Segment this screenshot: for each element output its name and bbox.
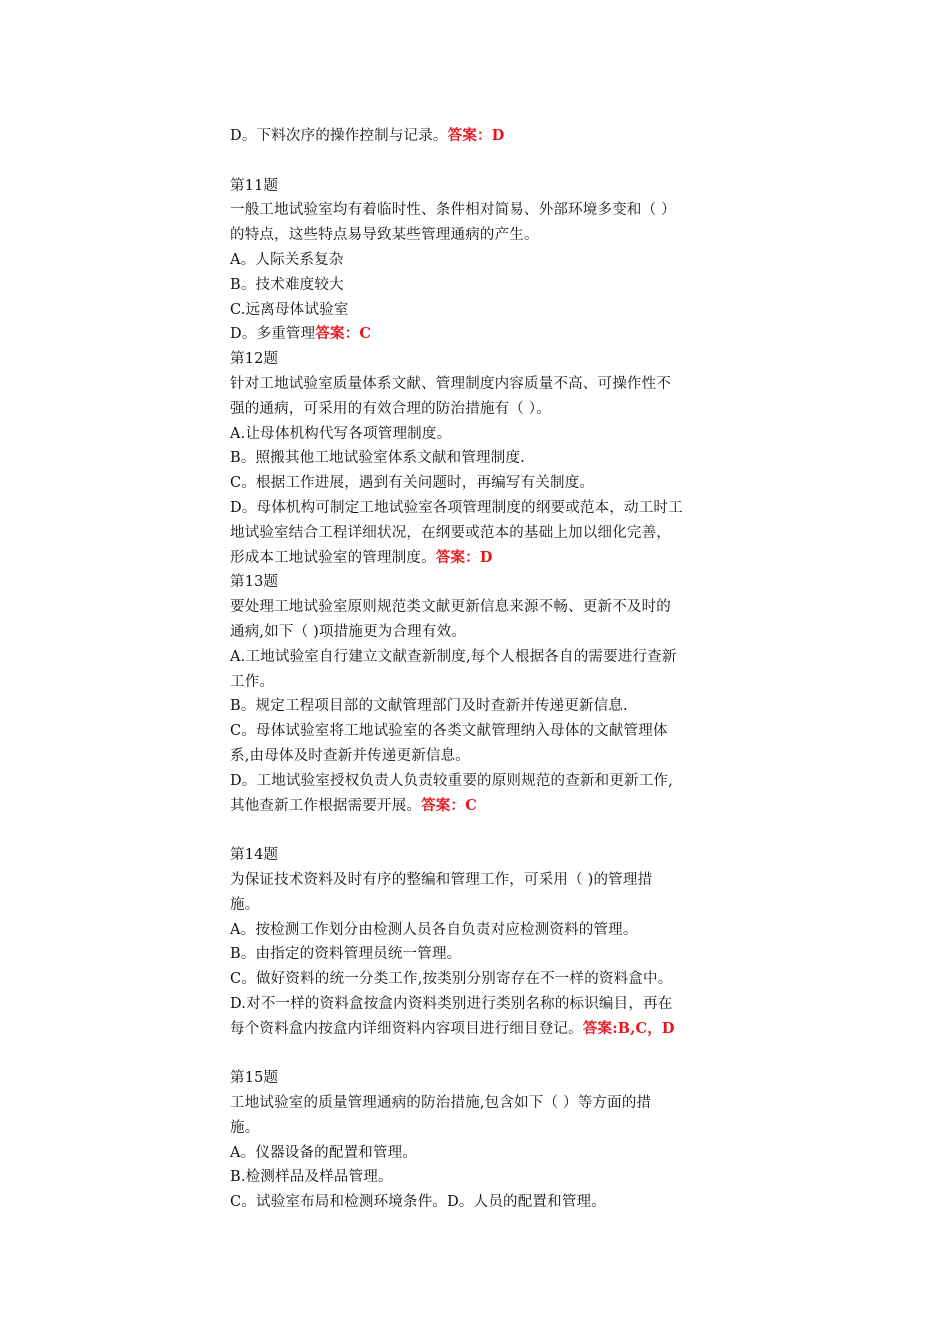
- line-text: 其他查新工作根据需要开展。: [230, 797, 422, 814]
- line-text: B.检测样品及样品管理。: [230, 1169, 393, 1186]
- text-line: [230, 471, 730, 496]
- text-line: [230, 570, 730, 595]
- text-line: [230, 893, 730, 918]
- answer-label: 答案：C: [421, 796, 477, 814]
- text-line: [230, 769, 730, 794]
- text-line: [230, 446, 730, 471]
- text-line: [230, 918, 730, 943]
- text-line: [230, 744, 730, 769]
- text-line: [230, 322, 730, 347]
- text-line: [230, 794, 730, 819]
- line-text: D。母体机构可制定工地试验室各项管理制度的纲要或范本，动工时工: [230, 499, 683, 516]
- answer-label: 答案：C: [315, 325, 372, 343]
- line-text: C。根据工作进展，遇到有关问题时，再编写有关制度。: [230, 475, 595, 492]
- text-line: [230, 620, 730, 645]
- line-text: B。规定工程项目部的文献管理部门及时查新并传递更新信息.: [230, 698, 628, 715]
- text-line: [230, 868, 730, 893]
- line-text: A。仪器设备的配置和管理。: [230, 1144, 418, 1161]
- document-page: [230, 124, 730, 1215]
- line-text: C。母体试验室将工地试验室的各类文献管理纳入母体的文献管理体: [230, 723, 668, 740]
- line-text: A.工地试验室自行建立文献查新制度,每个人根据各自的需要进行查新: [230, 648, 677, 665]
- text-line: [230, 198, 730, 223]
- line-text: 形成本工地试验室的管理制度。: [230, 549, 436, 566]
- text-line: [230, 1141, 730, 1166]
- text-line: [230, 843, 730, 868]
- line-text: D。多重管理: [230, 326, 316, 343]
- line-text: A。按检测工作划分由检测人员各自负责对应检测资料的管理。: [230, 921, 638, 938]
- text-line: [230, 496, 730, 521]
- answer-label: 答案:B,C，D: [582, 1019, 675, 1037]
- line-text: 施。: [230, 896, 260, 913]
- line-text: 强的通病，可采用的有效合理的防治措施有（ ）。: [230, 400, 551, 417]
- text-line: [230, 248, 730, 273]
- text-line: [230, 694, 730, 719]
- line-text: 要处理工地试验室原则规范类文献更新信息来源不畅、更新不及时的: [230, 599, 671, 616]
- text-line: [230, 546, 730, 571]
- line-text: 工地试验室的质量管理通病的防治措施,包含如下（ ）等方面的措: [230, 1095, 652, 1112]
- line-text: A。人际关系复杂: [230, 251, 344, 268]
- line-text: 一般工地试验室均有着临时性、条件相对简易、外部环境多变和（ ）: [230, 202, 676, 219]
- text-line: [230, 372, 730, 397]
- text-line: [230, 595, 730, 620]
- text-line: [230, 521, 730, 546]
- text-line: [230, 422, 730, 447]
- line-text: 系,由母体及时查新并传递更新信息。: [230, 747, 471, 764]
- line-text: C.远离母体试验室: [230, 301, 349, 318]
- line-text: 针对工地试验室质量体系文献、管理制度内容质量不高、可操作性不: [230, 375, 671, 392]
- line-text: 第15题: [230, 1070, 279, 1087]
- blank-line: [230, 1041, 730, 1066]
- text-line: [230, 1066, 730, 1091]
- line-text: 通病,如下（ )项措施更为合理有效。: [230, 623, 466, 640]
- line-text: D。下料次序的操作控制与记录。: [230, 128, 448, 144]
- line-text: 第12题: [230, 351, 279, 368]
- text-line: [230, 1017, 730, 1042]
- line-text: D.对不一样的资料盒按盒内资料类别进行类别名称的标识编目，再在: [230, 995, 673, 1012]
- text-line: [230, 1165, 730, 1190]
- text-line: [230, 1091, 730, 1116]
- text-line: [230, 967, 730, 992]
- line-text: C。试验室布局和检测环境条件。D。人员的配置和管理。: [230, 1194, 606, 1211]
- line-text: D。工地试验室授权负责人负责较重要的原则规范的查新和更新工作,: [230, 772, 673, 789]
- line-text: 第11题: [230, 177, 279, 194]
- text-line: [230, 1190, 730, 1215]
- text-line: [230, 124, 730, 149]
- line-text: 施。: [230, 1119, 260, 1136]
- line-text: 第13题: [230, 574, 279, 591]
- text-line: [230, 670, 730, 695]
- line-text: B。照搬其他工地试验室体系文献和管理制度.: [230, 450, 525, 467]
- answer-label: 答案：D: [447, 127, 505, 144]
- text-line: [230, 273, 730, 298]
- line-text: 每个资料盒内按盒内详细资料内容项目进行细目登记。: [230, 1020, 583, 1037]
- blank-line: [230, 818, 730, 843]
- line-text: C。做好资料的统一分类工作,按类别分别寄存在不一样的资料盒中。: [230, 971, 673, 988]
- line-text: B。技术难度较大: [230, 276, 344, 293]
- line-text: 的特点，这些特点易导致某些管理通病的产生。: [230, 227, 539, 244]
- line-text: B。由指定的资料管理员统一管理。: [230, 946, 462, 963]
- text-line: [230, 223, 730, 248]
- text-line: [230, 992, 730, 1017]
- text-line: [230, 174, 730, 199]
- text-line: [230, 298, 730, 323]
- text-line: [230, 645, 730, 670]
- blank-line: [230, 149, 730, 174]
- answer-label: 答案：D: [435, 548, 493, 566]
- line-text: 工作。: [230, 673, 275, 690]
- line-text: 第14题: [230, 847, 279, 864]
- text-line: [230, 1116, 730, 1141]
- text-line: [230, 347, 730, 372]
- text-line: [230, 719, 730, 744]
- text-line: [230, 942, 730, 967]
- line-text: 地试验室结合工程详细状况，在纲要或范本的基础上加以细化完善，: [230, 524, 671, 541]
- line-text: A.让母体机构代写各项管理制度。: [230, 425, 452, 442]
- line-text: 为保证技术资料及时有序的整编和管理工作，可采用（ )的管理措: [230, 871, 653, 888]
- text-line: [230, 397, 730, 422]
